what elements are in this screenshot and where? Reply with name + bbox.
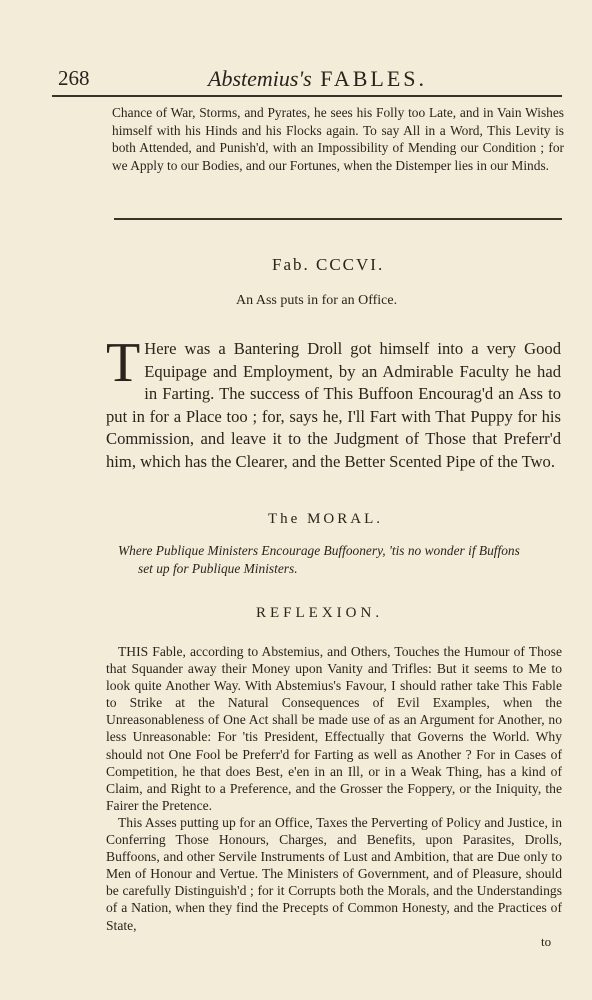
moral-line-2: set up for Publique Ministers. — [138, 561, 298, 576]
reflexion-heading: REFLEXION. — [256, 605, 384, 621]
running-title — [208, 66, 427, 92]
previous-paragraph: Chance of War, Storms, and Pyrates, he sees his Folly too Late, and in Vain Wishes himself with his Hinds and his Flocks again. To say All in a Word, This Levity is both Attended, and Punish'd, with an Impossibility of Mending our Condition ; for we Apply to our Bodies, and our Fortunes, when the Distemper lies in our Minds. — [112, 105, 564, 173]
page-number: 268 — [58, 66, 90, 90]
reflexion-body — [106, 643, 562, 934]
section-divider — [114, 218, 562, 220]
fable-text: Here was a Bantering Droll got himself into a very Good Equipage and Employment, by an Admirable Faculty he had in Farting. The success of This Buffoon Encourag'd an Ass to put in for a Place too ; for, says he, I'll Fart with That Puppy for his Commission, and leave it to the Judgment of Those that Preferr'd him, which has the Clearer, and the Better Scented Pipe of the Two. — [106, 339, 561, 471]
running-title-author: Abstemius's — [208, 66, 312, 91]
moral-heading: The MORAL. — [268, 511, 383, 527]
page-header — [58, 66, 558, 96]
drop-cap: T — [106, 332, 141, 394]
fable-body — [106, 332, 561, 473]
reflexion-paragraph-2: This Asses putting up for an Office, Taxes the Perverting of Policy and Justice, in Conferring Those Honours, Charges, and Benefits, upon Parasites, Drolls, Buffoons, and other Servile Instruments of Lust and Ambition, that are Due only to Men of Honour and Vertue. The Ministers of Government, and of Pleasure, should be carefully Distinguish'd ; for it Corrupts both the Morals, and the Understandings of a Nation, when they find the Precepts of Common Honesty, and the Practices of State, — [106, 814, 562, 933]
reflexion-paragraph-1: THIS Fable, according to Abstemius, and Others, Touches the Humour of Those that Squander away their Money upon Vanity and Trifles: But it seems to Me to look quite Another Way. With Abstemius's Favour, I should rather take This Fable to Strike at the Natural Consequences of Evil Examples, when the Unreasonableness of One Act shall be made use of as an Argument for Another, no less Unreasonable: For 'tis President, Effectually that Governs the World. Why should not One Fool be Preferr'd for Farting as well as Another ? For in Cases of Competition, he that does Best, e'en in an Ill, or in a Weak Thing, has a kind of Claim, and Right to a Preference, and the Grosser the Foppery, or the Iniquity, the Fairer the Pretence. — [106, 644, 562, 813]
catchword: to — [541, 934, 552, 949]
fable-title: An Ass puts in for an Office. — [236, 293, 398, 308]
running-title-text: FABLES. — [320, 66, 427, 91]
moral-line-1: Where Publique Ministers Encourage Buffoonery, 'tis no wonder if Buffons — [118, 543, 520, 558]
header-rule — [52, 95, 562, 97]
fable-heading: Fab. CCCVI. — [272, 255, 385, 274]
moral-text — [118, 542, 562, 578]
